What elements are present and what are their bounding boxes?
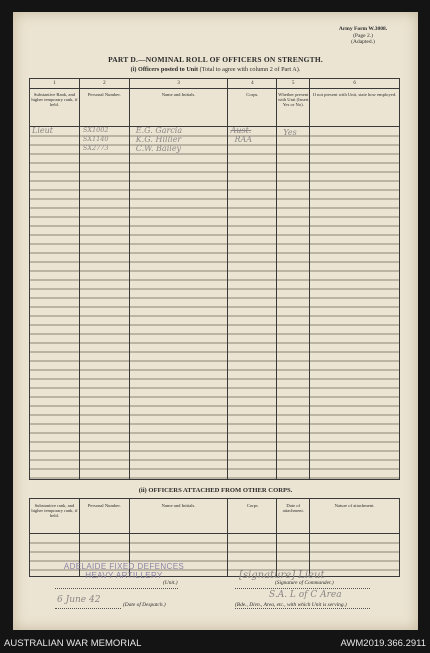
column-number-row <box>30 79 400 89</box>
hand-corps: Aust. <box>230 126 252 135</box>
header-date-attachment: Date of attachment. <box>277 499 310 534</box>
form-page-number: (Page 2.) <box>353 32 373 39</box>
entry-area <box>30 127 400 480</box>
hand-name: K.G. Hillier <box>135 135 182 144</box>
header-rank: Substantive rank, and higher temporary rank, if held. <box>30 499 80 534</box>
col-num: 1 <box>30 79 80 89</box>
unit-line <box>55 588 178 589</box>
hand-number: SX1002 <box>82 126 109 134</box>
part-d-title: PART D.—NOMINAL ROLL OF OFFICERS ON STRENGTH. <box>108 55 323 64</box>
col-num: 5 <box>277 79 310 89</box>
hand-signature: [signature] Lieut <box>239 570 325 581</box>
stamp-line-2: HEAVY ARTILLERY <box>85 571 163 580</box>
hand-corps: RAA <box>234 135 253 144</box>
despatch-label: (Date of Despatch.) <box>123 602 166 608</box>
despatch-line <box>55 608 121 609</box>
hand-number: SX1140 <box>82 135 109 143</box>
header-name: Name and Initials. <box>129 89 228 127</box>
signature-line <box>235 588 370 589</box>
header-corps: Corps <box>228 499 277 534</box>
rank-column <box>30 127 80 480</box>
header-nature-attachment: Nature of attachment. <box>310 499 400 534</box>
form-number: Army Form W.3008. <box>338 26 388 32</box>
area-line <box>235 608 370 609</box>
name-column <box>129 127 228 480</box>
attached-header-row <box>30 499 400 534</box>
subtitle-rest: (Total to agree with column 2 of Part A). <box>199 66 301 73</box>
header-personal-number: Personal Number. <box>79 89 129 127</box>
number-column <box>79 127 129 480</box>
section-divider <box>29 479 400 480</box>
header-rank: Substantive Rank, and higher temporary rank, if held. <box>30 89 80 127</box>
employment-column <box>310 127 400 480</box>
subtitle-bold: (i) Officers posted to Unit <box>130 66 199 73</box>
col-num: 3 <box>129 79 228 89</box>
hand-name: E.G. Garcia <box>135 126 183 135</box>
header-personal-number: Personal Number. <box>79 499 129 534</box>
present-column <box>277 127 310 480</box>
hand-name: C.W. Bailey <box>135 144 182 153</box>
credit-institution: AUSTRALIAN WAR MEMORIAL <box>4 638 142 649</box>
form-identifier <box>318 26 408 46</box>
hand-area: S.A. L of C Area <box>269 590 342 600</box>
part-ii-title: (ii) OFFICERS ATTACHED FROM OTHER CORPS. <box>138 487 293 494</box>
corps-column <box>228 127 277 480</box>
column-header-row <box>30 89 400 127</box>
stamp-line-1: ADELAIDE FIXED DEFENCES <box>63 562 185 571</box>
credit-accession: AWM2019.366.2911 <box>340 638 426 649</box>
form-page <box>13 12 418 630</box>
col-num: 2 <box>79 79 129 89</box>
unit-label: (Unit.) <box>163 580 178 586</box>
unit-stamp <box>49 562 199 580</box>
hand-date: 6 June 42 <box>57 595 101 605</box>
form-adapted: (Adapted.) <box>351 39 375 45</box>
signature-label: (Signature of Commander.) <box>275 580 334 586</box>
credit-bar <box>0 634 430 653</box>
header-name: Name and Initials. <box>129 499 228 534</box>
hand-rank: Lieut <box>32 126 53 135</box>
header-employment: If not present with Unit, state how employed. <box>310 89 400 127</box>
col-num: 4 <box>228 79 277 89</box>
header-present: Whether present with Unit (Insert Yes or No). <box>277 89 310 127</box>
area-label: (Bde., Divn., Area, etc., with which Unit is serving.) <box>235 602 347 608</box>
hand-number: SX2773 <box>82 144 109 152</box>
header-corps: Corps. <box>228 89 277 127</box>
hand-present: Yes <box>283 128 297 137</box>
part-d-subtitle <box>13 66 418 73</box>
officers-on-strength-table <box>29 78 400 480</box>
col-num: 6 <box>310 79 400 89</box>
